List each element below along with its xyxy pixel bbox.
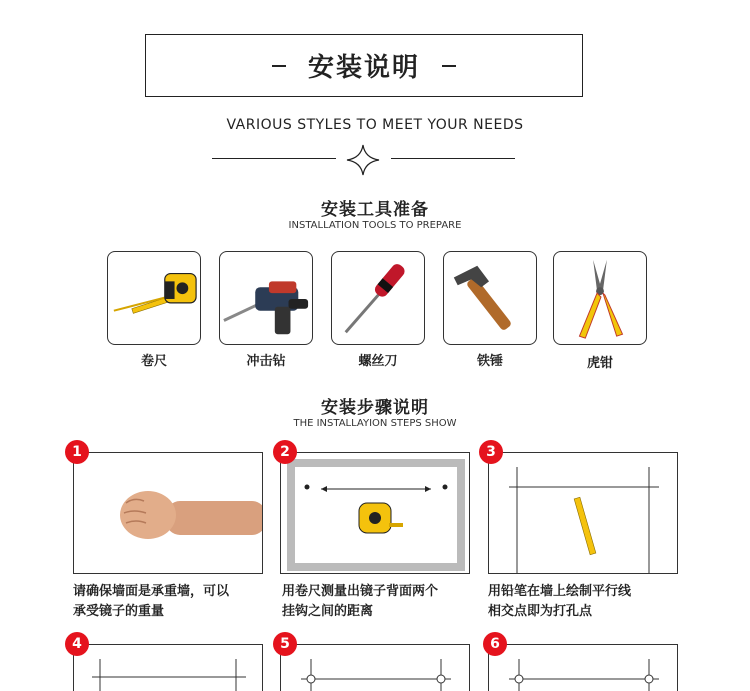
step-image-1 — [73, 452, 263, 574]
fist-knock-icon — [74, 453, 263, 574]
tools-section-title: 安装工具准备 — [321, 200, 429, 220]
step-text-3 — [488, 582, 698, 622]
step-2-line-2: 挂钩之间的距离 — [282, 604, 374, 619]
tape-measure-icon — [108, 252, 200, 344]
title-dash-left — [272, 65, 286, 67]
step-number-2: 2 — [273, 440, 297, 464]
step-number-3: 3 — [479, 440, 503, 464]
tool-card-drill — [219, 251, 313, 345]
wall-grid-icon — [74, 645, 263, 691]
step-1-line-1: 请确保墙面是承重墙，可以 — [73, 584, 230, 599]
step-text-1 — [73, 582, 283, 622]
steps-section-subtitle: THE INSTALLAYION STEPS SHOW — [293, 418, 457, 429]
pliers-icon — [554, 252, 646, 344]
screwdriver-icon — [332, 252, 424, 344]
drill-points-icon — [281, 645, 470, 691]
hook-points-icon — [489, 645, 678, 691]
title-dash-right — [442, 65, 456, 67]
step-text-2 — [282, 582, 492, 622]
step-image-6 — [488, 644, 678, 691]
hammer-icon — [444, 252, 536, 344]
steps-section-title: 安装步骤说明 — [321, 398, 429, 418]
step-3-line-2: 相交点即为打孔点 — [488, 604, 593, 619]
step-image-5 — [280, 644, 470, 691]
tool-card-tape — [107, 251, 201, 345]
step-1-line-2: 承受镜子的重量 — [73, 604, 165, 619]
step-image-2 — [280, 452, 470, 574]
impact-drill-icon — [220, 252, 312, 344]
measure-hooks-icon — [281, 453, 470, 574]
step-number-1: 1 — [65, 440, 89, 464]
step-number-4: 4 — [65, 632, 89, 656]
step-image-3 — [488, 452, 678, 574]
tool-card-screwdriver — [331, 251, 425, 345]
tools-section-subtitle: INSTALLATION TOOLS TO PREPARE — [288, 220, 462, 231]
tool-label-pliers: 虎钳 — [586, 356, 613, 371]
tool-card-pliers — [553, 251, 647, 345]
tool-card-hammer — [443, 251, 537, 345]
tool-label-screwdriver: 螺丝刀 — [358, 354, 398, 369]
step-number-5: 5 — [273, 632, 297, 656]
title-box — [145, 34, 583, 97]
pencil-lines-icon — [489, 453, 678, 574]
tool-label-drill: 冲击钻 — [246, 354, 286, 369]
step-2-line-1: 用卷尺测量出镜子背面两个 — [282, 584, 439, 599]
step-3-line-1: 用铅笔在墙上绘制平行线 — [488, 584, 632, 599]
divider-right — [391, 158, 515, 159]
tool-label-hammer: 铁锤 — [476, 354, 503, 369]
divider-left — [212, 158, 336, 159]
page-subtitle: VARIOUS STYLES TO MEET YOUR NEEDS — [226, 117, 524, 133]
page-title: 安装说明 — [307, 53, 420, 83]
tool-label-tape: 卷尺 — [140, 354, 167, 369]
step-number-6: 6 — [483, 632, 507, 656]
step-image-4 — [73, 644, 263, 691]
sparkle-icon — [346, 144, 380, 176]
